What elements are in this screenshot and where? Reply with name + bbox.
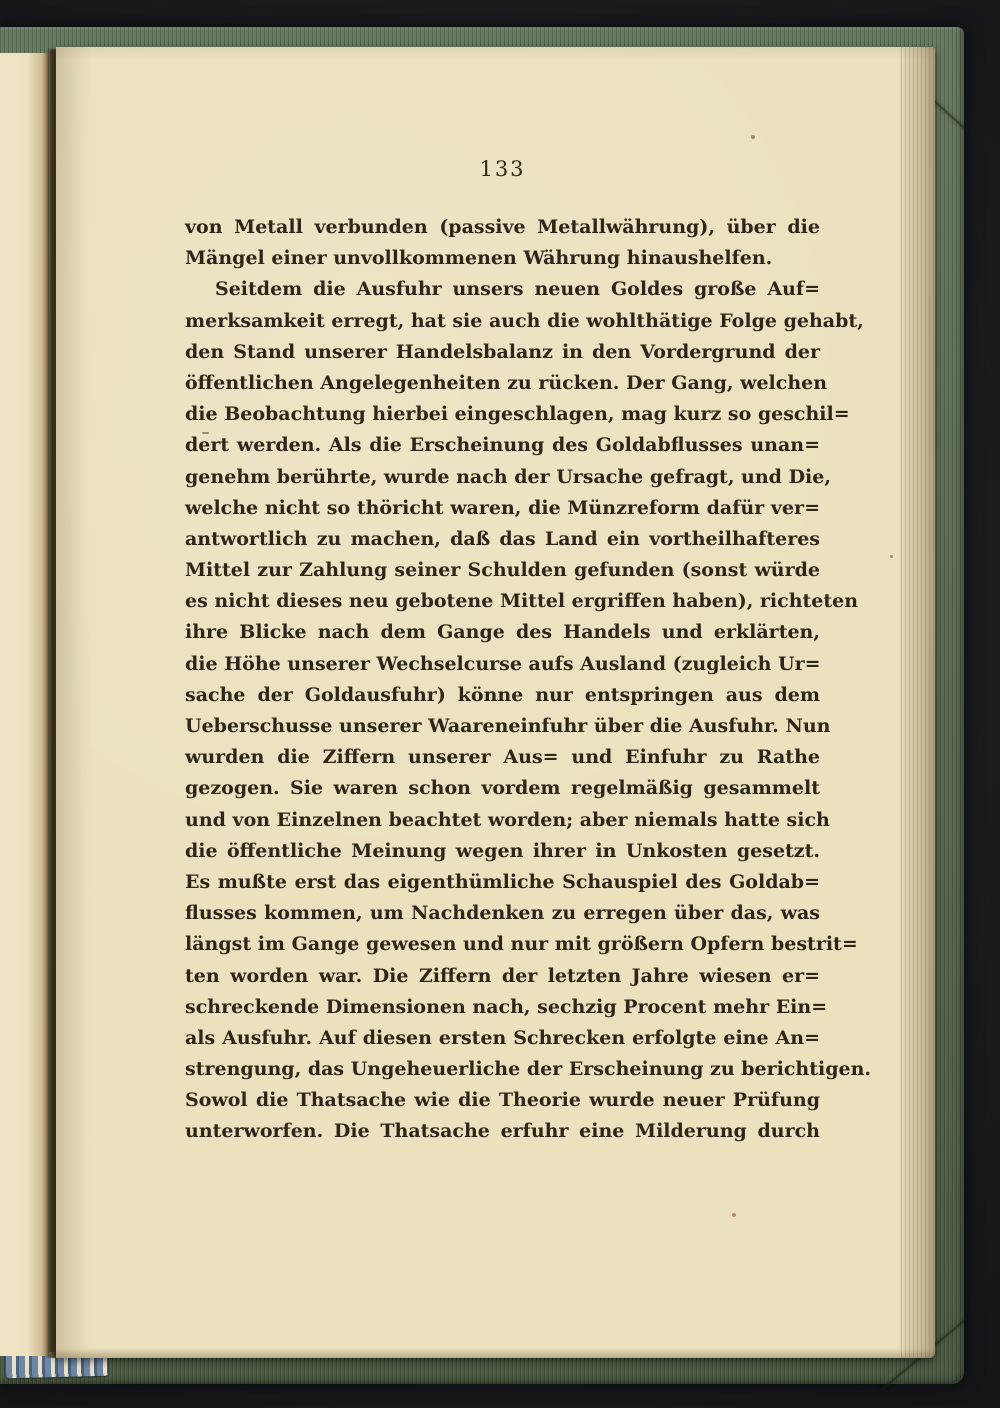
text-line: den Stand unserer Handelsbalanz in den Vordergrund der: [185, 340, 820, 363]
text-line: als Ausfuhr. Auf diesen ersten Schrecken erfolgte eine An=: [185, 1026, 820, 1049]
dust-speck: [751, 135, 755, 139]
text-line: ihre Blicke nach dem Gange des Handels und erklärten,: [185, 621, 820, 644]
text-line: welche nicht so thöricht waren, die Münzreform dafür ver=: [185, 496, 820, 519]
text-line: flusses kommen, um Nachdenken zu erregen über das, was: [185, 902, 820, 925]
page-bottom-edge: [56, 1348, 935, 1358]
text-line: die Höhe unserer Wechselcurse aufs Ausland (zugleich Ur=: [185, 652, 821, 675]
previous-page-edge: [0, 53, 49, 1356]
text-line: die Beobachtung hierbei eingeschlagen, mag kurz so geschil=: [185, 403, 850, 426]
text-line: Mittel zur Zahlung seiner Schulden gefunden (sonst würde: [185, 559, 820, 582]
text-line: wurden die Ziffern unserer Aus= und Einfuhr zu Rathe: [185, 746, 820, 769]
text-line: antwortlich zu machen, daß das Land ein vortheilhafteres: [185, 527, 820, 550]
dust-speck: [202, 432, 209, 434]
text-line: merksamkeit erregt, hat sie auch die wohlthätige Folge gehabt,: [185, 309, 864, 332]
text-line: von Metall verbunden (passive Metallwährung), über die: [185, 216, 820, 238]
text-line: genehm berührte, wurde nach der Ursache gefragt, und Die,: [185, 465, 831, 488]
text-line: unterworfen. Die Thatsache erfuhr eine Milderung durch: [185, 1120, 820, 1143]
text-line: schreckende Dimensionen nach, sechzig Procent mehr Ein=: [185, 995, 828, 1018]
text-line: Es mußte erst das eigenthümliche Schauspiel des Goldab=: [185, 870, 820, 893]
text-line: Ueberschusse unserer Waareneinfuhr über die Ausfuhr. Nun: [185, 715, 831, 737]
dust-speck: [890, 555, 893, 558]
text-line: längst im Gange gewesen und nur mit größern Opfern bestrit=: [185, 933, 858, 956]
dust-speck: [732, 1213, 736, 1217]
page-number: 133: [479, 157, 526, 181]
page-text: [185, 212, 872, 1148]
text-line: strengung, das Ungeheuerliche der Erscheinung zu berichtigen.: [185, 1058, 872, 1081]
text-line: Seitdem die Ausfuhr unsers neuen Goldes große Auf=: [215, 278, 820, 301]
book-page: [56, 47, 935, 1358]
text-line: es nicht dieses neu gebotene Mittel ergriffen haben), richteten: [185, 590, 859, 613]
text-line: dert werden. Als die Erscheinung des Goldabflusses unan=: [185, 434, 820, 457]
fore-edge-page-stack: [898, 47, 935, 1358]
text-line: öffentlichen Angelegenheiten zu rücken. Der Gang, welchen: [185, 371, 828, 394]
text-line: ten worden war. Die Ziffern der letzten Jahre wiesen er=: [185, 964, 820, 987]
text-line: gezogen. Sie waren schon vordem regelmäßig gesammelt: [185, 777, 820, 800]
text-line: Mängel einer unvollkommenen Währung hinaushelfen.: [185, 247, 773, 270]
text-line: die öffentliche Meinung wegen ihrer in Unkosten gesetzt.: [185, 839, 820, 862]
text-line: und von Einzelnen beachtet worden; aber niemals hatte sich: [185, 808, 830, 831]
text-line: Sowol die Thatsache wie die Theorie wurde neuer Prüfung: [185, 1089, 820, 1112]
text-line: sache der Goldausfuhr) könne nur entspringen aus dem: [185, 683, 820, 706]
